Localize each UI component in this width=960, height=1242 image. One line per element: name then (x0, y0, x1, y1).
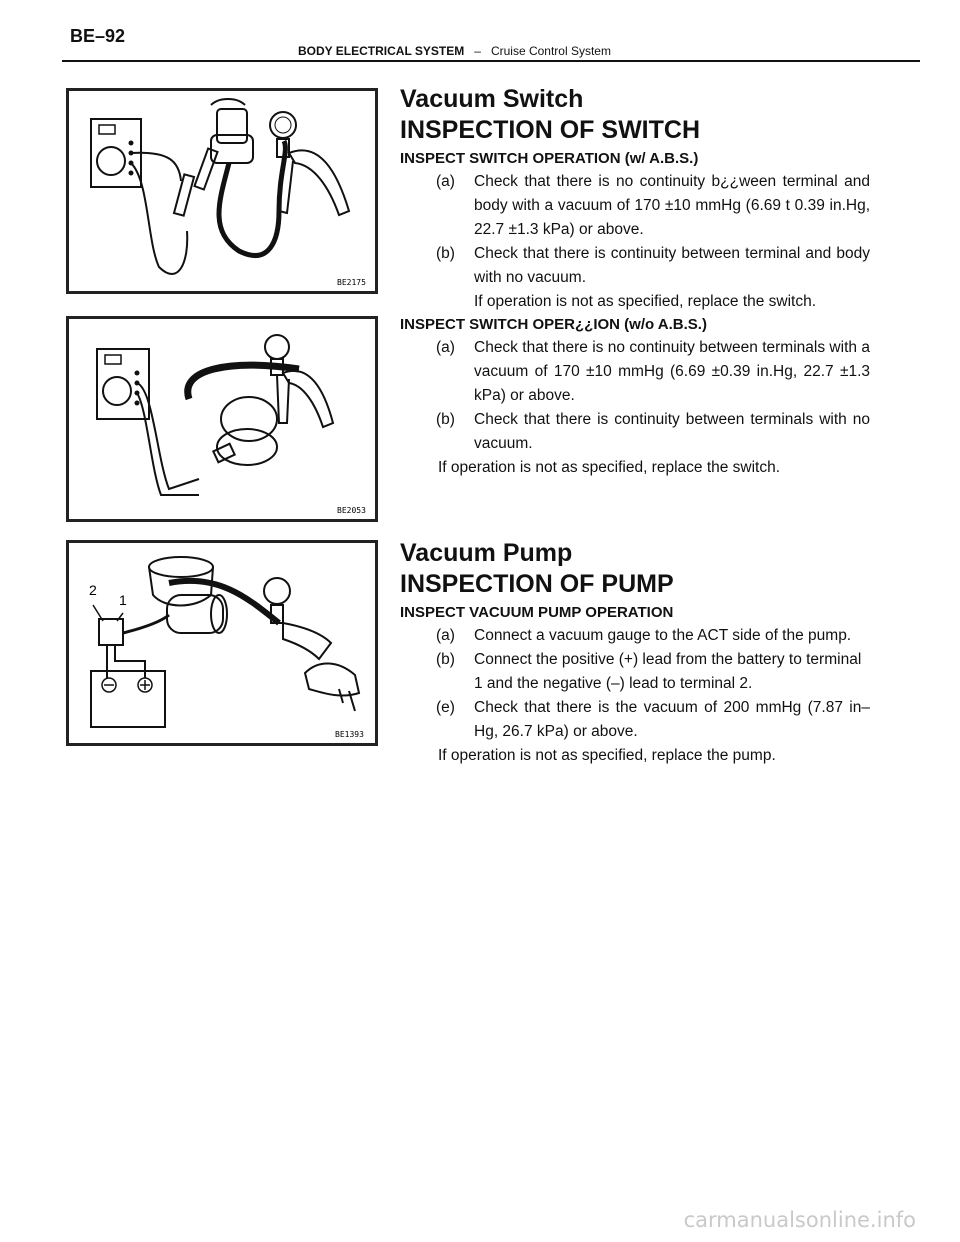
list-item (400, 624, 870, 648)
item-marker: (a) (436, 173, 455, 190)
header-subsystem: Cruise Control System (490, 44, 611, 58)
item-text: Connect the positive (+) lead from the battery to terminal 1 and the negative (–) lead to terminal 2. (474, 651, 862, 692)
list-item (400, 170, 870, 242)
terminal-1-label: 1 (119, 592, 127, 608)
item-marker: (b) (436, 651, 455, 668)
item-marker: (e) (436, 699, 455, 716)
figure-code: BE2053 (337, 506, 366, 515)
header-rule (62, 60, 920, 62)
figure-pump (66, 540, 378, 746)
note-text: If operation is not as specified, replace the switch. (438, 459, 781, 476)
item-text: Check that there is no continuity b¿¿ween terminal and body with a vacuum of 170 ±10 mmHg (6.69 t 0.39 in.Hg, 22.7 ±1.3 kPa) or above. (474, 173, 870, 238)
list-item (400, 242, 870, 290)
step-heading: INSPECT SWITCH OPER¿¿ION (w/o A.B.S.) (400, 316, 707, 333)
item-text: Check that there is the vacuum of 200 mmHg (7.87 in–Hg, 26.7 kPa) or above. (474, 699, 870, 740)
item-marker: (b) (436, 411, 455, 428)
header-separator: – (474, 44, 481, 58)
item-text: Check that there is continuity between terminals with no vacuum. (474, 411, 870, 452)
note-text: If operation is not as specified, replace the switch. (474, 293, 817, 310)
item-marker: (a) (436, 339, 455, 356)
switch-woabs-illustration (69, 319, 375, 519)
section-subtitle: INSPECTION OF PUMP (400, 570, 674, 598)
page-number: BE–92 (70, 26, 126, 46)
item-marker: (a) (436, 627, 455, 644)
list-item (400, 648, 870, 696)
note-text: If operation is not as specified, replace the pump. (438, 747, 776, 764)
header-system: BODY ELECTRICAL SYSTEM (298, 44, 465, 58)
list-item (400, 336, 870, 408)
section-title: Vacuum Pump (400, 539, 573, 567)
list-item (400, 408, 870, 456)
watermark: carmanualsonline.info (683, 1208, 916, 1232)
step-heading: INSPECT VACUUM PUMP OPERATION (400, 604, 674, 621)
section-subtitle: INSPECTION OF SWITCH (400, 116, 700, 144)
switch-wabs-illustration (69, 91, 375, 291)
running-header (298, 44, 611, 58)
section-vacuum-pump (400, 538, 870, 768)
figure-switch-woabs (66, 316, 378, 522)
item-marker: (b) (436, 245, 455, 262)
figure-code: BE1393 (335, 730, 364, 739)
item-text: Connect a vacuum gauge to the ACT side of the pump. (474, 627, 852, 644)
figure-code: BE2175 (337, 278, 366, 287)
figure-switch-wabs (66, 88, 378, 294)
pump-illustration (69, 543, 375, 743)
item-text: Check that there is continuity between terminal and body with no vacuum. (474, 245, 870, 286)
section-vacuum-switch (400, 84, 870, 480)
item-text: Check that there is no continuity between terminals with a vacuum of 170 ±10 mmHg (6.69 ±0.39 in.Hg, 22.7 ±1.3 kPa) or above. (474, 339, 870, 404)
list-item (400, 696, 870, 744)
step-heading: INSPECT SWITCH OPERATION (w/ A.B.S.) (400, 150, 699, 167)
section-title: Vacuum Switch (400, 85, 584, 113)
terminal-2-label: 2 (89, 582, 97, 598)
